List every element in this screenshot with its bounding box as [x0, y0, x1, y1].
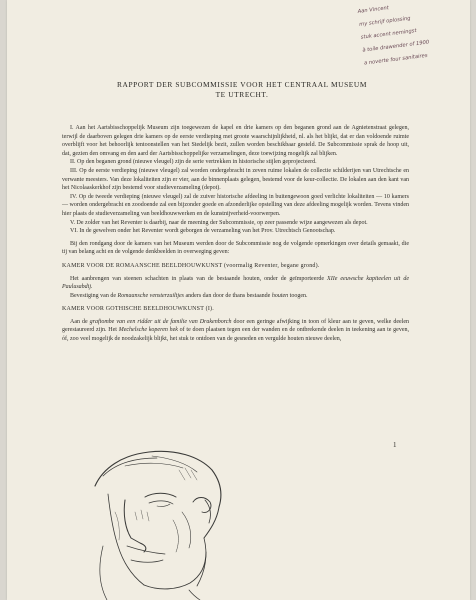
italic-run: Romaansche vensterzuiltjes [117, 292, 184, 299]
pencil-portrait-sketch [7, 0, 470, 600]
handnote-line: my schrijf oplossing [358, 15, 411, 28]
paragraph-5: V. De zolder van het Reventer is daarbij, naar de meening der Subcommissie, op zeer passende wijze aangewezen als depot. [70, 219, 368, 226]
handnote-line: à toile drawender of 1900 [362, 39, 430, 54]
section-heading-gothische: KAMER VOOR GOTHISCHE BEELDHOUWKUNST (I). [62, 306, 214, 313]
document-page [7, 0, 470, 600]
handnote-line: Aan Vincent [357, 5, 390, 15]
italic-run: houten [271, 292, 289, 299]
paragraph-6: VI. In de gewelven onder het Reventer wordt geborgen de verzameling van het Prov. Utrechtsch Genootschap. [70, 228, 336, 235]
italic-run: graftombe van een ridder uit de familie van Drakenborch [89, 318, 232, 325]
section-heading-romaansche: KAMER VOOR DE ROMAANSCHE BEELDHOUWKUNST (voormalig Reventer, begane grond). [62, 262, 320, 269]
italic-run: Mechelsche koperen hek [118, 327, 178, 334]
title-line-2: TE UTRECHT. [215, 90, 269, 99]
text-run: of te doen plaatsen tegen een der wanden en de ontbrekende deelen in teekening aan te geven, óf, zoo veel mogelijk de noodzakelijk blijkt, het stuk te ontdoen van de gesneden en vergulde houten nieuwe deelen, [62, 327, 409, 343]
title-line-1: RAPPORT DER SUBCOMMISSIE VOOR HET CENTRAAL MUSEUM [116, 80, 368, 89]
italic-run: XIIe eeuwsche kapiteelen uit de Paulusabdij. [62, 275, 410, 291]
paragraph-3: III. Op de eerste verdieping (nieuwe vleugel) zal worden ondergebracht in zeven ruime lokalen de collectie schilderijen van Utrechtsche en verwante meesters. Van deze lokaliteiten zijn er vier, aan de binnenplaats gelegen, bestemd voor de keur-collectie. De lokalen aan den kant van het Nicolaaskerkhof zijn bestemd voor studieverzameling (depot). [62, 167, 409, 192]
text-run: Het aanbrengen van steenen schachten in plaats van de bestaande houten, onder de geïmporteerde [70, 275, 328, 282]
text-run: door een geringe afwijking in toon of kleur aan te geven, welke deelen gerestaureerd zijn. Het [62, 318, 409, 334]
text-run: Aan de [70, 318, 90, 325]
text-run: Bevestiging van de [70, 292, 118, 299]
page-number: 1 [393, 441, 397, 449]
handnote-line: stuk accent nemingst [360, 27, 417, 41]
paragraph-2: II. Op den beganen grond (nieuwe vleugel) zijn de serie vertrekken in historische stijlen geprojecteerd. [70, 159, 317, 166]
paragraph-4: IV. Op de tweede verdieping (nieuwe vleugel) zal de zuiver historische afdeeling in buitengewoon goed verlichte lokaliteiten — 10 kamers — worden ondergebracht en zoodoende zal een bijzonder goede en afzonderlijke opstelling van deze afdeeling mogelijk worden. Tevens vinden hier plaats de studieverzameling van beeldhouwwerken en de kunstnijverheid-voorwerpen. [62, 193, 409, 217]
handnote-line: a noverte four sanitaires [363, 52, 428, 67]
paragraph-rondgang: Bij den rondgang door de kamers van het Museum werden door de Subcommissie nog de volgende opmerkingen over details gemaakt, die tij van belang acht en de volgende denkbeelden in overweging geven: [62, 240, 409, 256]
text-run: anders dan door de thans bestaande [184, 292, 272, 299]
paragraph-1: I. Aan het Aartsbisschoppelijk Museum zijn toegewezen de kapel en drie kamers op den beganen grond aan de Agnietenstraat gelegen, terwijl de daarboven gelegen drie kamers op de eerste verdieping met groote waarschijnlijkheid, nl. als het blijkt, dat er dan voldoende ruimte overblijft voor het behoorlijk tentoonstellen van het Stedelijk bezit, zullen worden beschikbaar gesteld. De Subcommissie sprak de hoop uit, dat, gezien den omvang en den aard der Aartsbisschoppelijke verzamelingen, deze toewijzing mogelijk zal blijken. [62, 125, 409, 157]
text-run: toogen. [288, 292, 308, 299]
